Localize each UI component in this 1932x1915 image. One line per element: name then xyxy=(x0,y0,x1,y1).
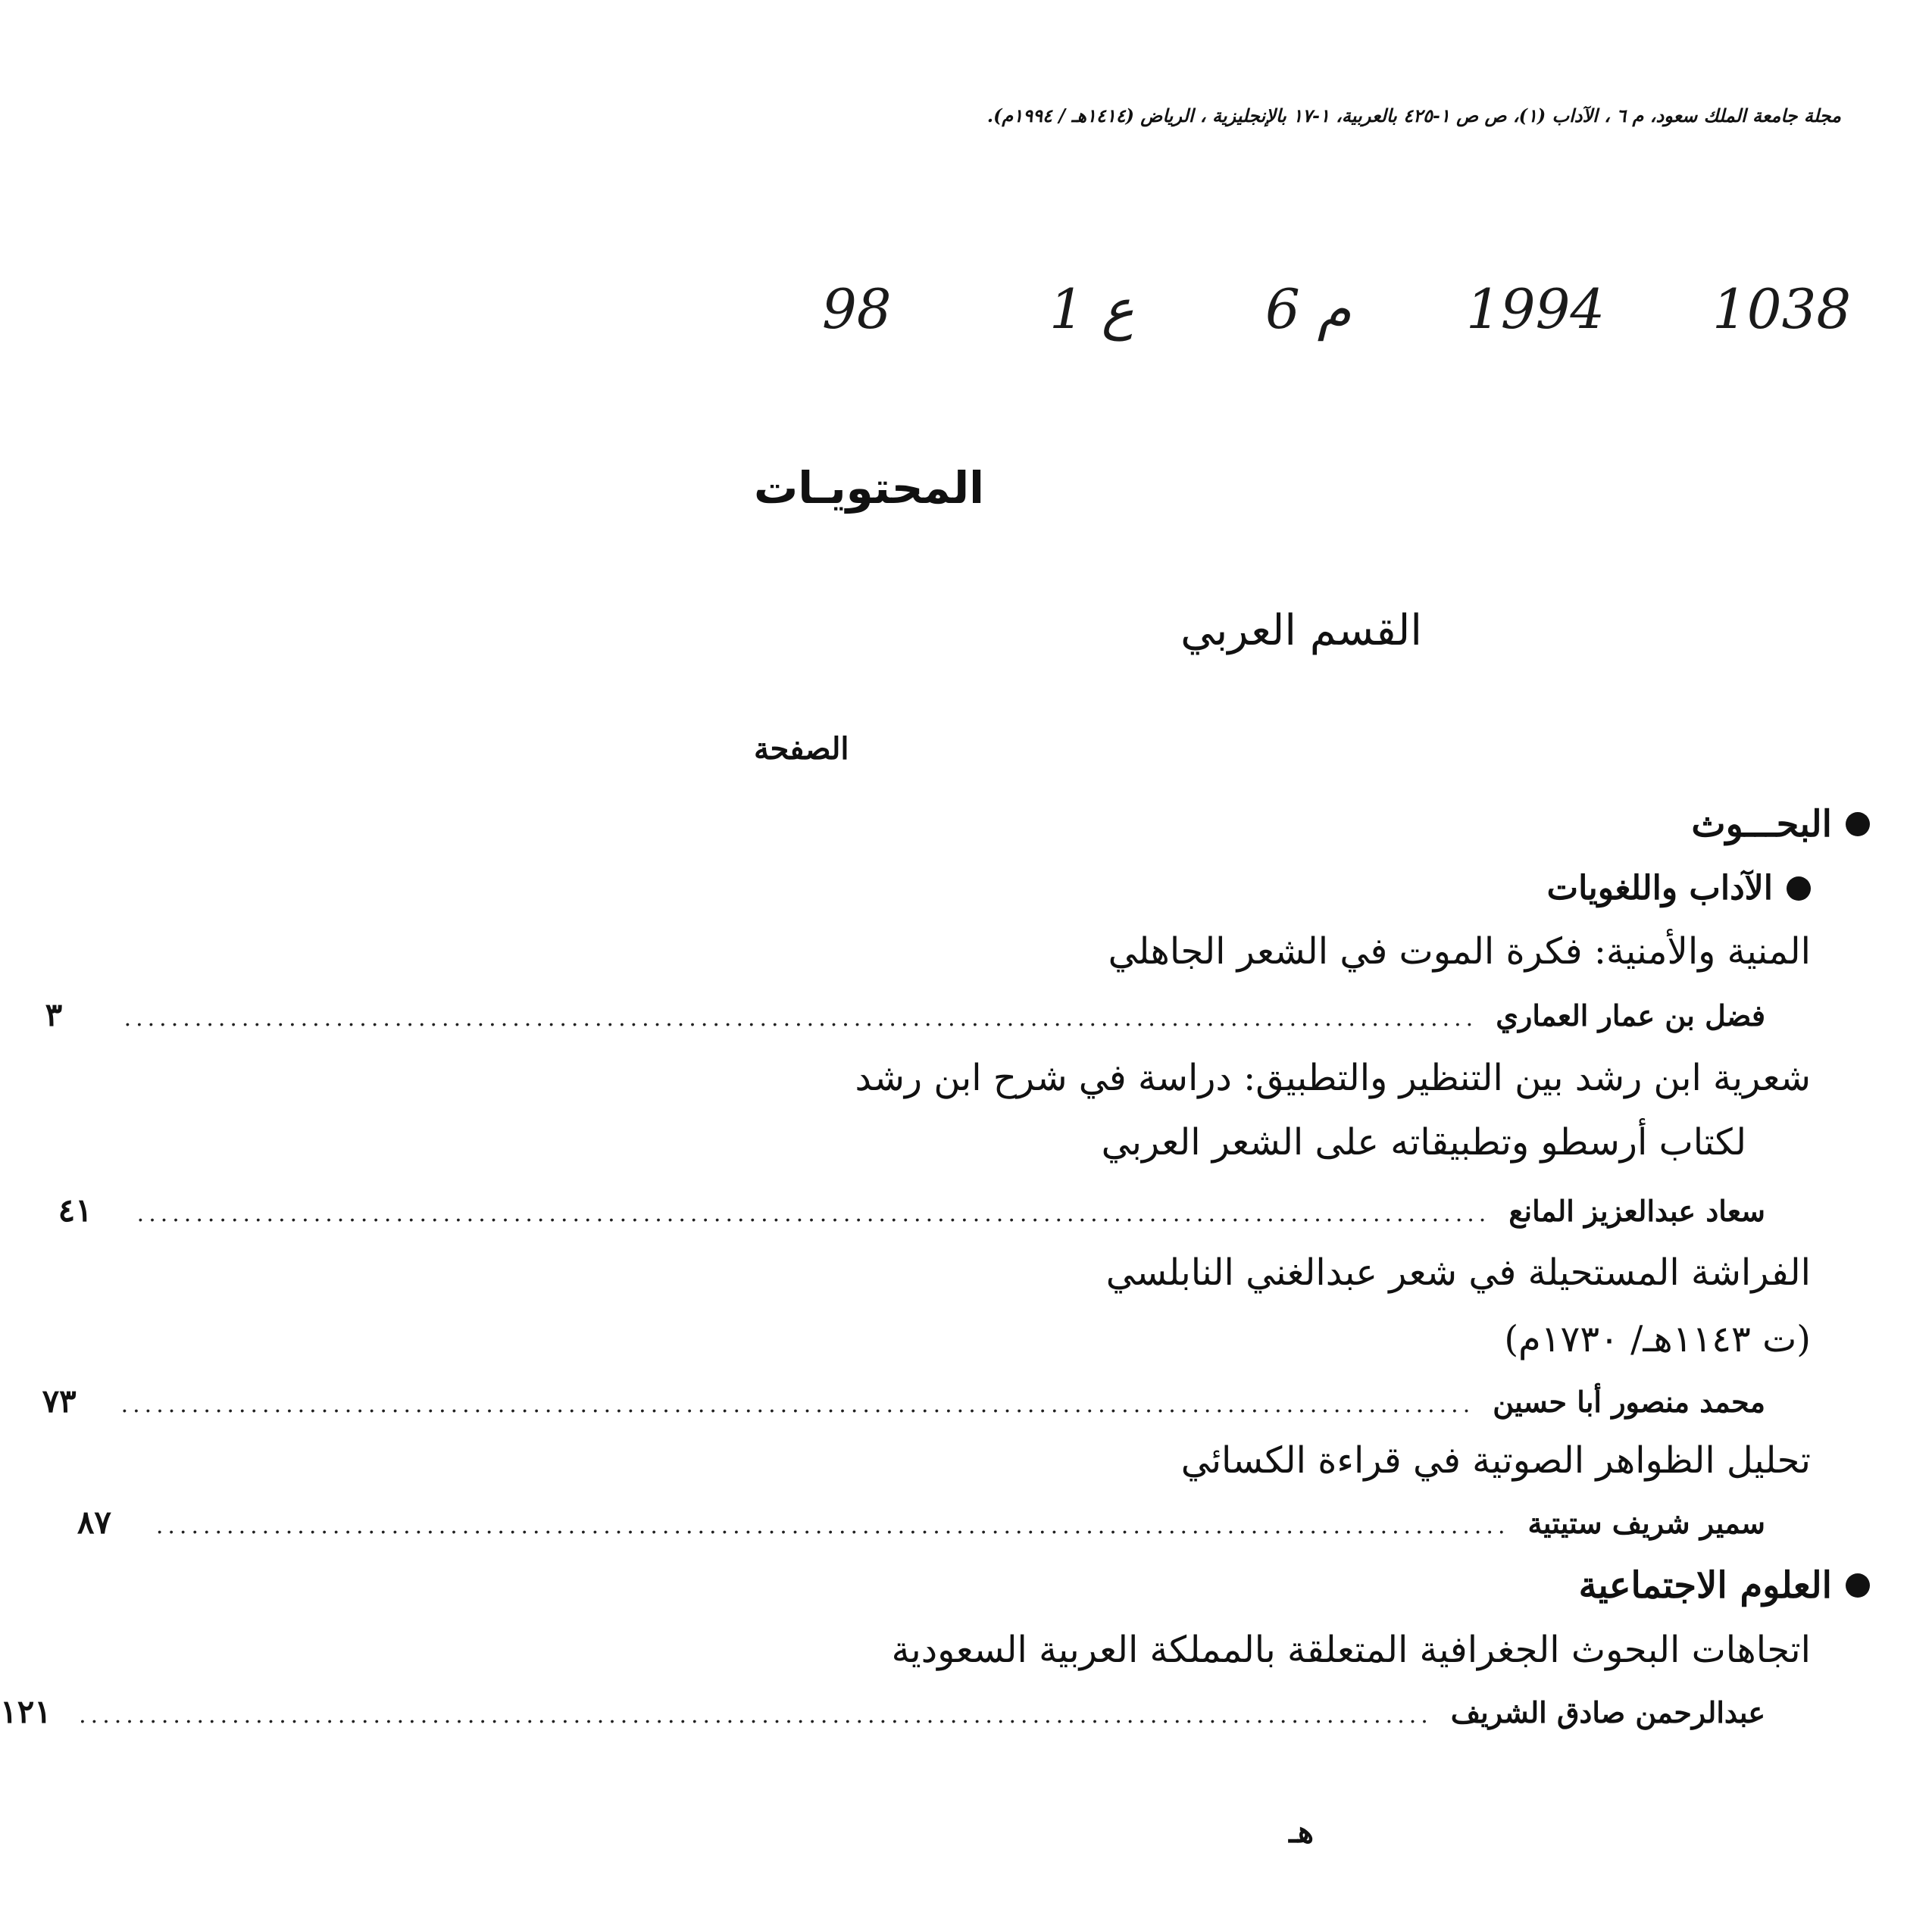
toc-entry xyxy=(0,1693,1765,1735)
group-heading-label: الآداب واللغويات xyxy=(1546,869,1773,908)
toc-entry xyxy=(45,996,1765,1039)
dot-leader: ................................................................................................................... xyxy=(136,1201,1491,1227)
bullet-icon xyxy=(1846,1573,1870,1598)
article-title: المنية والأمنية: فكرة الموت في الشعر الجاهلي xyxy=(1108,930,1811,973)
group-heading-social-sciences xyxy=(1579,1564,1870,1607)
group-heading-label: العلوم الاجتماعية xyxy=(1578,1564,1832,1607)
bullet-icon xyxy=(1787,876,1811,901)
research-heading xyxy=(1691,803,1870,845)
page-number: ٨٧ xyxy=(77,1504,111,1541)
page-column-label: الصفحة xyxy=(754,731,849,767)
handwritten-note: 1038 xyxy=(1712,277,1852,341)
group-heading-literature xyxy=(1547,869,1811,908)
article-title-continued: لكتاب أرسطو وتطبيقاته على الشعر العربي xyxy=(1101,1121,1746,1164)
page-number: ٣ xyxy=(45,996,63,1033)
article-author: محمد منصور أبا حسين xyxy=(1493,1385,1765,1419)
journal-citation: مجلة جامعة الملك سعود، م ٦ ، الآداب (١)، ص ص ١-٤٢٥ بالعربية، ١-١٧ بالإنجليزية ، الرياض (١٤١٤هـ / ١٩٩٤م). xyxy=(986,105,1841,127)
page-marker: هـ xyxy=(1289,1814,1314,1850)
article-title: اتجاهات البحوث الجغرافية المتعلقة بالمملكة العربية السعودية xyxy=(891,1629,1811,1671)
research-heading-label: البحـــوث xyxy=(1691,803,1832,845)
article-author: سمير شريف ستيتية xyxy=(1527,1506,1765,1540)
article-author: فضل بن عمار العماري xyxy=(1496,998,1765,1032)
dot-leader: ................................................................................................................... xyxy=(155,1513,1510,1539)
bullet-icon xyxy=(1846,812,1870,836)
dot-leader: ................................................................................................................... xyxy=(123,1005,1478,1032)
handwritten-catalog-notes xyxy=(822,277,1864,365)
toc-entry xyxy=(42,1382,1765,1425)
page-number: ٤١ xyxy=(58,1192,92,1229)
page-number: ١٢١ xyxy=(0,1693,52,1730)
handwritten-note: 98 xyxy=(822,277,892,341)
article-author: سعاد عبدالعزيز المانع xyxy=(1508,1194,1765,1228)
dot-leader: ................................................................................................................... xyxy=(120,1392,1475,1418)
handwritten-note: م 6 xyxy=(1265,277,1352,341)
article-author: عبدالرحمن صادق الشريف xyxy=(1450,1695,1765,1729)
article-title: تحليل الظواهر الصوتية في قراءة الكسائي xyxy=(1180,1439,1811,1482)
article-title-continued: (ت ١١٤٣هـ/ ١٧٣٠م) xyxy=(1504,1318,1811,1360)
article-title: شعرية ابن رشد بين التنظير والتطبيق: دراسة في شرح ابن رشد xyxy=(855,1057,1811,1099)
handwritten-note: ع 1 xyxy=(1049,277,1134,341)
article-title: الفراشة المستحيلة في شعر عبدالغني النابلسي xyxy=(1105,1251,1811,1294)
section-title: القسم العربي xyxy=(1180,606,1422,655)
dot-leader: ................................................................................................................... xyxy=(79,1702,1433,1729)
toc-entry xyxy=(77,1504,1765,1546)
handwritten-note: 1994 xyxy=(1466,277,1605,341)
contents-title: المحتويـات xyxy=(754,462,985,514)
toc-entry xyxy=(58,1192,1765,1234)
page-number: ٧٣ xyxy=(42,1382,77,1420)
